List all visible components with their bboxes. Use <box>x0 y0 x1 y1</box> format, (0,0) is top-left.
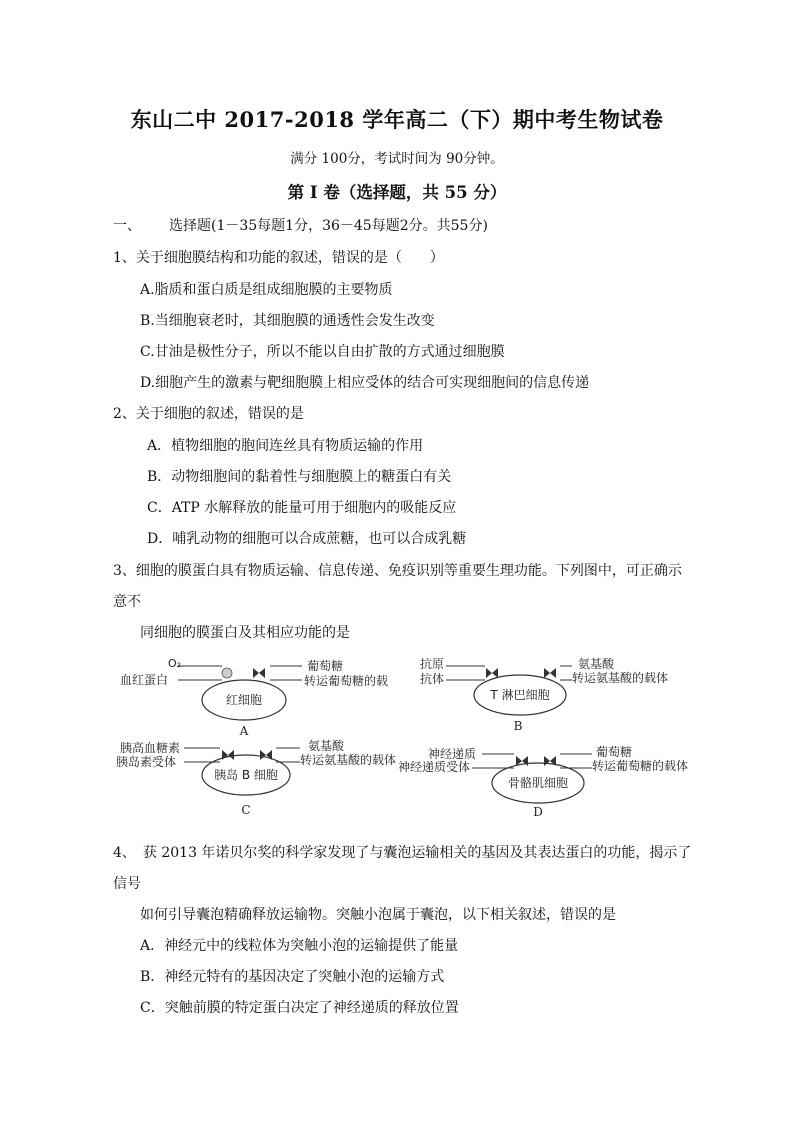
question-2-option-c: C．ATP 水解释放的能量可用于细胞内的吸能反应 <box>147 500 457 516</box>
section-number: 一、 <box>113 218 141 234</box>
question-2-stem: 2、关于细胞的叙述，错误的是 <box>113 406 304 422</box>
panel-d-right-top-label: 葡萄糖 <box>596 745 633 759</box>
question-2-option-a: A．植物细胞的胞间连丝具有物质运输的作用 <box>147 438 424 454</box>
question-2-option-b: B．动物细胞间的黏着性与细胞膜上的糖蛋白有关 <box>147 469 452 485</box>
question-1-option-a: A.脂质和蛋白质是组成细胞膜的主要物质 <box>140 282 393 298</box>
panel-c-cell-label: 胰岛 B 细胞 <box>214 768 278 782</box>
panel-a-left-top-label: O₂ <box>168 657 182 670</box>
question-3-stem-line-1: 3、细胞的膜蛋白具有物质运输、信息传递、免疫识别等重要生理功能。下列图中，可正确示 <box>113 563 682 579</box>
panel-c-letter: C <box>241 803 251 817</box>
panel-d-left-bottom-label: 神经递质受体 <box>398 760 471 774</box>
question-2-option-d: D．哺乳动物的细胞可以合成蔗糖，也可以合成乳糖 <box>147 531 467 547</box>
panel-b-letter: B <box>513 719 523 733</box>
question-3-stem-line-3: 同细胞的膜蛋白及其相应功能的是 <box>140 625 350 641</box>
o2-molecule-icon <box>222 668 232 678</box>
question-4-option-c: C．突触前膜的特定蛋白决定了神经递质的释放位置 <box>140 1000 459 1016</box>
question-1-option-d: D.细胞产生的激素与靶细胞膜上相应受体的结合可实现细胞间的信息传递 <box>140 375 590 391</box>
membrane-protein-figure <box>110 652 700 824</box>
panel-a-right-bottom-label: 转运葡萄糖的载 <box>304 674 389 688</box>
exam-title: 东山二中 2017-2018 学年高二（下）期中考生物试卷 <box>130 107 664 132</box>
panel-b-right-bottom-label: 转运氨基酸的载体 <box>572 671 669 685</box>
question-1-stem: 1、关于细胞膜结构和功能的叙述，错误的是（ ） <box>113 250 444 266</box>
question-4-option-b: B．神经元特有的基因决定了突触小泡的运输方式 <box>140 969 445 985</box>
exam-subtitle: 满分 100分，考试时间为 90分钟。 <box>290 151 504 167</box>
section-heading: 选择题(1－35每题1分，36－45每题2分。共55分) <box>169 218 488 234</box>
panel-b-right-top-label: 氨基酸 <box>578 657 615 671</box>
question-4-stem-line-2: 信号 <box>113 876 141 892</box>
panel-c-right-bottom-label: 转运氨基酸的载体 <box>300 753 397 767</box>
panel-a-cell-label: 红细胞 <box>225 693 263 707</box>
figure-panel-a <box>120 657 388 738</box>
panel-c-left-bottom-label: 胰岛素受体 <box>116 755 177 769</box>
panel-d-cell-label: 骨骼肌细胞 <box>507 776 569 790</box>
question-4-option-a: A．神经元中的线粒体为突触小泡的运输提供了能量 <box>140 938 459 954</box>
figure-panel-d <box>398 744 688 819</box>
question-1-option-c: C.甘油是极性分子，所以不能以自由扩散的方式通过细胞膜 <box>140 344 505 360</box>
panel-a-letter: A <box>239 724 249 738</box>
panel-d-letter: D <box>533 805 543 819</box>
question-1-option-b: B.当细胞衰老时，其细胞膜的通透性会发生改变 <box>140 313 435 329</box>
panel-b-cell-label: T 淋巴细胞 <box>490 688 550 702</box>
panel-d-left-top-label: 神经递质 <box>428 747 477 761</box>
part-heading: 第 I 卷（选择题，共 55 分） <box>287 183 507 202</box>
carrier-protein-icon <box>544 668 556 678</box>
panel-c-left-top-label: 胰高血糖素 <box>120 741 181 755</box>
receptor-icon <box>222 750 234 760</box>
panel-a-right-top-label: 葡萄糖 <box>307 659 344 673</box>
question-3-stem-line-2: 意不 <box>113 594 141 610</box>
figure-panel-b <box>420 656 668 733</box>
question-4-stem-line-3: 如何引导囊泡精确释放运输物。突触小泡属于囊泡，以下相关叙述，错误的是 <box>140 907 616 923</box>
panel-a-left-bottom-label: 血红蛋白 <box>120 673 169 687</box>
question-4-stem-line-1: 4、 获 2013 年诺贝尔奖的科学家发现了与囊泡运输相关的基因及其表达蛋白的功能，揭示了 <box>113 845 692 861</box>
panel-b-left-bottom-label: 抗体 <box>420 672 445 686</box>
antibody-receptor-icon <box>486 668 498 678</box>
panel-d-right-bottom-label: 转运葡萄糖的载体 <box>592 759 689 773</box>
carrier-protein-icon <box>253 668 265 678</box>
panel-c-right-top-label: 氨基酸 <box>308 739 345 753</box>
figure-panel-c <box>116 739 396 817</box>
panel-b-left-top-label: 抗原 <box>420 657 445 671</box>
